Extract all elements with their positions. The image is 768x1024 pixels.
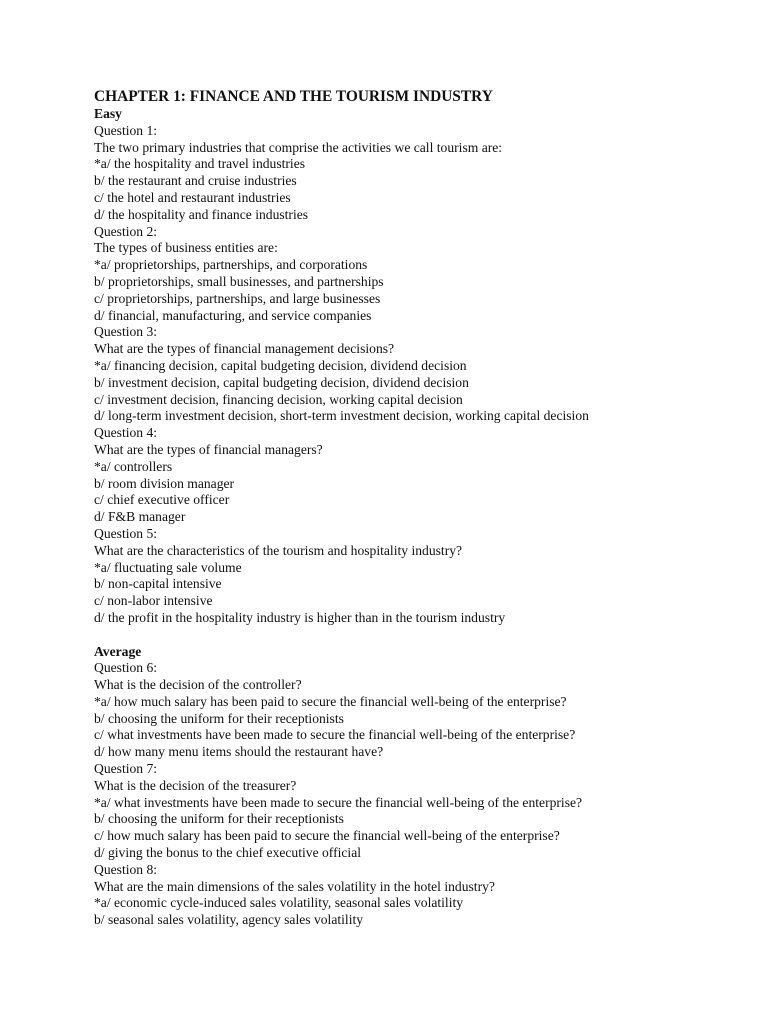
- section-average: [94, 644, 734, 930]
- answer-option: c/ chief executive officer: [94, 492, 230, 508]
- answer-option: c/ the hotel and restaurant industries: [94, 189, 291, 205]
- answer-option: b/ seasonal sales volatility, agency sales volatility: [94, 912, 364, 928]
- question-prompt: What are the main dimensions of the sales volatility in the hotel industry?: [94, 878, 495, 894]
- question-label: Question 1:: [94, 122, 158, 138]
- section-heading: Easy: [94, 106, 122, 121]
- answer-option: d/ F&B manager: [94, 509, 186, 525]
- question-prompt: What are the types of financial management decisions?: [94, 341, 395, 357]
- question-label: Question 8:: [94, 861, 158, 877]
- answer-option: c/ investment decision, financing decision, working capital decision: [94, 391, 463, 407]
- answer-option: b/ non-capital intensive: [94, 576, 222, 592]
- question-prompt: What is the decision of the controller?: [94, 677, 302, 693]
- answer-option: d/ long-term investment decision, short-term investment decision, working capital decision: [94, 408, 589, 424]
- answer-option: c/ how much salary has been paid to secure the financial well-being of the enterprise?: [94, 828, 560, 844]
- question-block: [94, 862, 734, 929]
- question-label: Question 6:: [94, 660, 158, 676]
- document-page: [94, 88, 734, 929]
- question-block: [94, 761, 734, 862]
- answer-option: b/ choosing the uniform for their receptionists: [94, 710, 344, 726]
- answer-option: *a/ economic cycle-induced sales volatility, seasonal sales volatility: [94, 895, 464, 911]
- answer-option: b/ investment decision, capital budgeting decision, dividend decision: [94, 374, 469, 390]
- answer-option: *a/ what investments have been made to secure the financial well-being of the enterprise?: [94, 794, 583, 810]
- question-label: Question 7:: [94, 761, 158, 777]
- question-label: Question 5:: [94, 525, 158, 541]
- question-prompt: The two primary industries that comprise the activities we call tourism are:: [94, 139, 503, 155]
- question-block: [94, 660, 734, 761]
- chapter-title: CHAPTER 1: FINANCE AND THE TOURISM INDUSTRY: [94, 88, 493, 105]
- answer-option: b/ choosing the uniform for their receptionists: [94, 811, 344, 827]
- answer-option: *a/ financing decision, capital budgeting decision, dividend decision: [94, 357, 467, 373]
- question-prompt: What are the types of financial managers?: [94, 441, 323, 457]
- answer-option: b/ proprietorships, small businesses, and partnerships: [94, 273, 384, 289]
- answer-option: d/ how many menu items should the restaurant have?: [94, 744, 384, 760]
- answer-option: *a/ the hospitality and travel industries: [94, 156, 306, 172]
- answer-option: d/ the profit in the hospitality industry is higher than in the tourism industry: [94, 609, 506, 625]
- answer-option: c/ what investments have been made to secure the financial well-being of the enterprise?: [94, 727, 576, 743]
- answer-option: *a/ controllers: [94, 458, 173, 474]
- answer-option: b/ the restaurant and cruise industries: [94, 173, 297, 189]
- answer-option: *a/ fluctuating sale volume: [94, 559, 242, 575]
- answer-option: c/ proprietorships, partnerships, and large businesses: [94, 290, 381, 306]
- answer-option: b/ room division manager: [94, 475, 235, 491]
- question-block: [94, 123, 734, 224]
- answer-option: d/ financial, manufacturing, and service companies: [94, 307, 372, 323]
- answer-option: *a/ proprietorships, partnerships, and corporations: [94, 257, 368, 273]
- question-block: [94, 324, 734, 425]
- question-block: [94, 224, 734, 325]
- question-prompt: What is the decision of the treasurer?: [94, 777, 297, 793]
- answer-option: d/ the hospitality and finance industries: [94, 206, 309, 222]
- question-block: [94, 526, 734, 627]
- question-label: Question 4:: [94, 425, 158, 441]
- question-label: Question 2:: [94, 223, 158, 239]
- answer-option: c/ non-labor intensive: [94, 593, 213, 609]
- section-heading: Average: [94, 643, 142, 659]
- question-prompt: The types of business entities are:: [94, 240, 278, 256]
- answer-option: *a/ how much salary has been paid to secure the financial well-being of the enterprise?: [94, 693, 567, 709]
- answer-option: d/ giving the bonus to the chief executive official: [94, 845, 362, 861]
- section-easy: [94, 106, 734, 627]
- question-prompt: What are the characteristics of the tourism and hospitality industry?: [94, 542, 463, 558]
- question-block: [94, 425, 734, 526]
- sections-container: [94, 106, 734, 929]
- question-label: Question 3:: [94, 324, 158, 340]
